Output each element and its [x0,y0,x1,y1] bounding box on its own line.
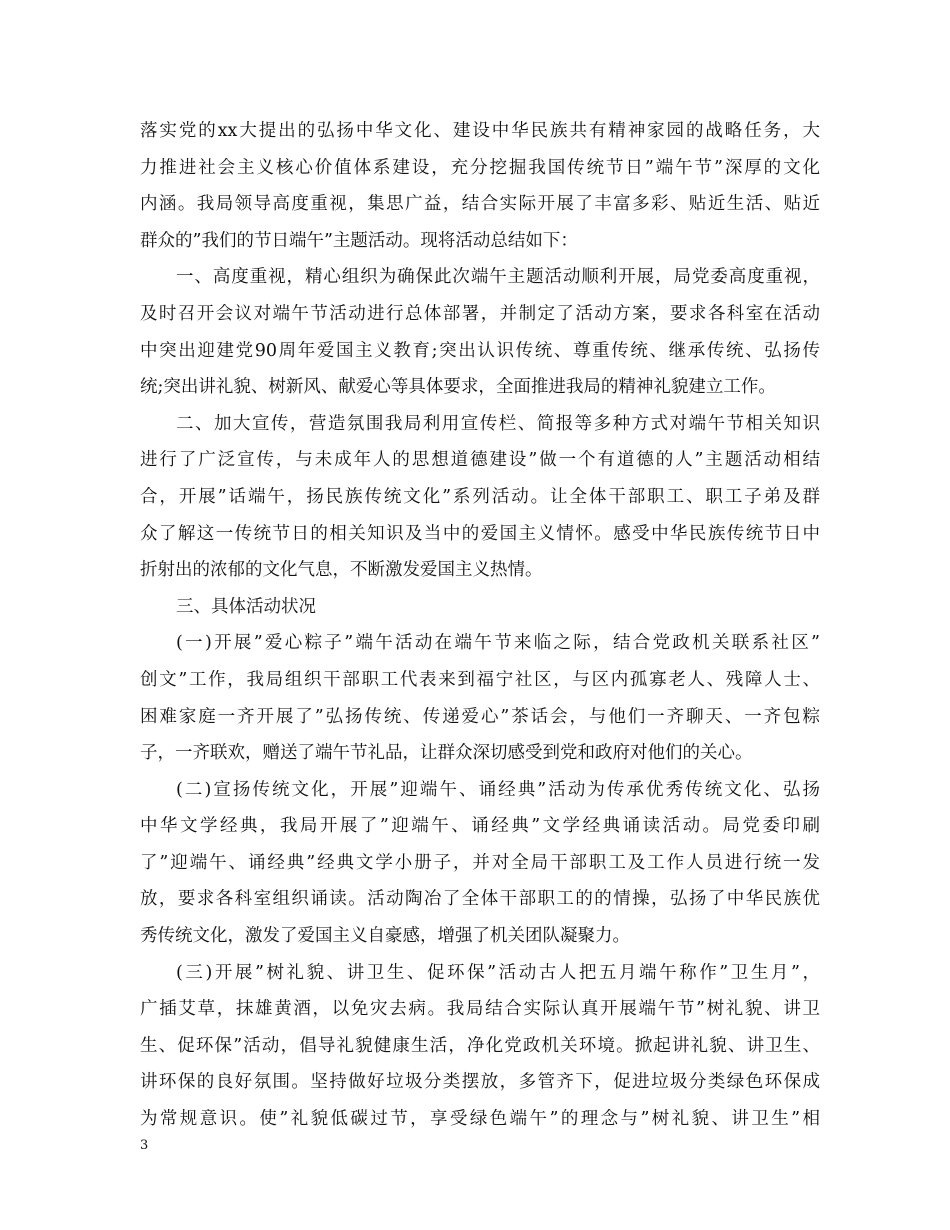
document-body [140,113,820,1138]
text-line: 困难家庭一齐开展了”弘扬传统、传递爱心”茶话会，与他们一齐聊天、一齐包粽 [140,706,820,727]
text-line: 子，一齐联欢，赠送了端午节礼品，让群众深切感受到党和政府对他们的关心。 [140,743,753,764]
text-line: 二、加大宣传，营造氛围我局利用宣传栏、简报等多种方式对端午节相关知识 [176,413,820,434]
text-line: 中突出迎建党90周年爱国主义教育;突出认识传统、尊重传统、继承传统、弘扬传 [140,340,820,361]
text-line: 折射出的浓郁的文化气息，不断激发爱国主义热情。 [140,560,543,581]
text-line: (一)开展”爱心粽子”端午活动在端午节来临之际，结合党政机关联系社区” [176,633,820,654]
text-line: 及时召开会议对端午节活动进行总体部署，并制定了活动方案，要求各科室在活动 [140,303,820,324]
text-line: 统;突出讲礼貌、树新风、献爱心等具体要求，全面推进我局的精神礼貌建立工作。 [140,377,776,398]
text-line: 讲环保的良好氛围。坚持做好垃圾分类摆放，多管齐下，促进垃圾分类绿色环保成 [140,1072,820,1093]
text-line: (三)开展”树礼貌、讲卫生、促环保”活动古人把五月端午称作”卫生月”， [176,962,820,983]
text-line: 创文”工作，我局组织干部职工代表来到福宁社区，与区内孤寡老人、残障人士、 [140,669,820,690]
text-line: 放，要求各科室组织诵读。活动陶冶了全体干部职工的的情操，弘扬了中华民族优 [140,889,820,910]
text-line: 为常规意识。使”礼貌低碳过节，享受绿色端午”的理念与”树礼貌、讲卫生”相 [140,1109,820,1130]
text-line: 三、具体活动状况 [176,596,316,617]
text-line: 力推进社会主义核心价值体系建设，充分挖掘我国传统节日”端午节”深厚的文化 [140,157,820,178]
text-line: (二)宣扬传统文化，开展”迎端午、诵经典”活动为传承优秀传统文化、弘扬 [176,779,820,800]
text-line: 广插艾草，抹雄黄酒，以免灾去病。我局结合实际认真开展端午节”树礼貌、讲卫 [140,999,820,1020]
text-line: 中华文学经典，我局开展了”迎端午、诵经典”文学经典诵读活动。局党委印刷 [140,816,820,837]
text-line: 进行了广泛宣传，与未成年人的思想道德建设”做一个有道德的人”主题活动相结 [140,450,820,471]
text-line: 内涵。我局领导高度重视，集思广益，结合实际开展了丰富多彩、贴近生活、贴近 [140,194,820,215]
text-line: 秀传统文化，激发了爱国主义自豪感，增强了机关团队凝聚力。 [140,926,630,947]
text-line: 生、促环保”活动，倡导礼貌健康生活，净化党政机关环境。掀起讲礼貌、讲卫生、 [140,1035,820,1056]
page-number: 3 [140,1138,149,1153]
text-line: 了”迎端午、诵经典”经典文学小册子，并对全局干部职工及工作人员进行统一发 [140,852,820,873]
text-line: 一、高度重视，精心组织为确保此次端午主题活动顺利开展，局党委高度重视， [176,267,820,288]
text-line: 群众的”我们的节日端午”主题活动。现将活动总结如下： [140,230,578,251]
text-line: 合，开展”话端午，扬民族传统文化”系列活动。让全体干部职工、职工子弟及群 [140,486,820,507]
text-line: 众了解这一传统节日的相关知识及当中的爱国主义情怀。感受中华民族传统节日中 [140,523,820,544]
text-line: 落实党的xx大提出的弘扬中华文化、建设中华民族共有精神家园的战略任务，大 [140,121,820,141]
